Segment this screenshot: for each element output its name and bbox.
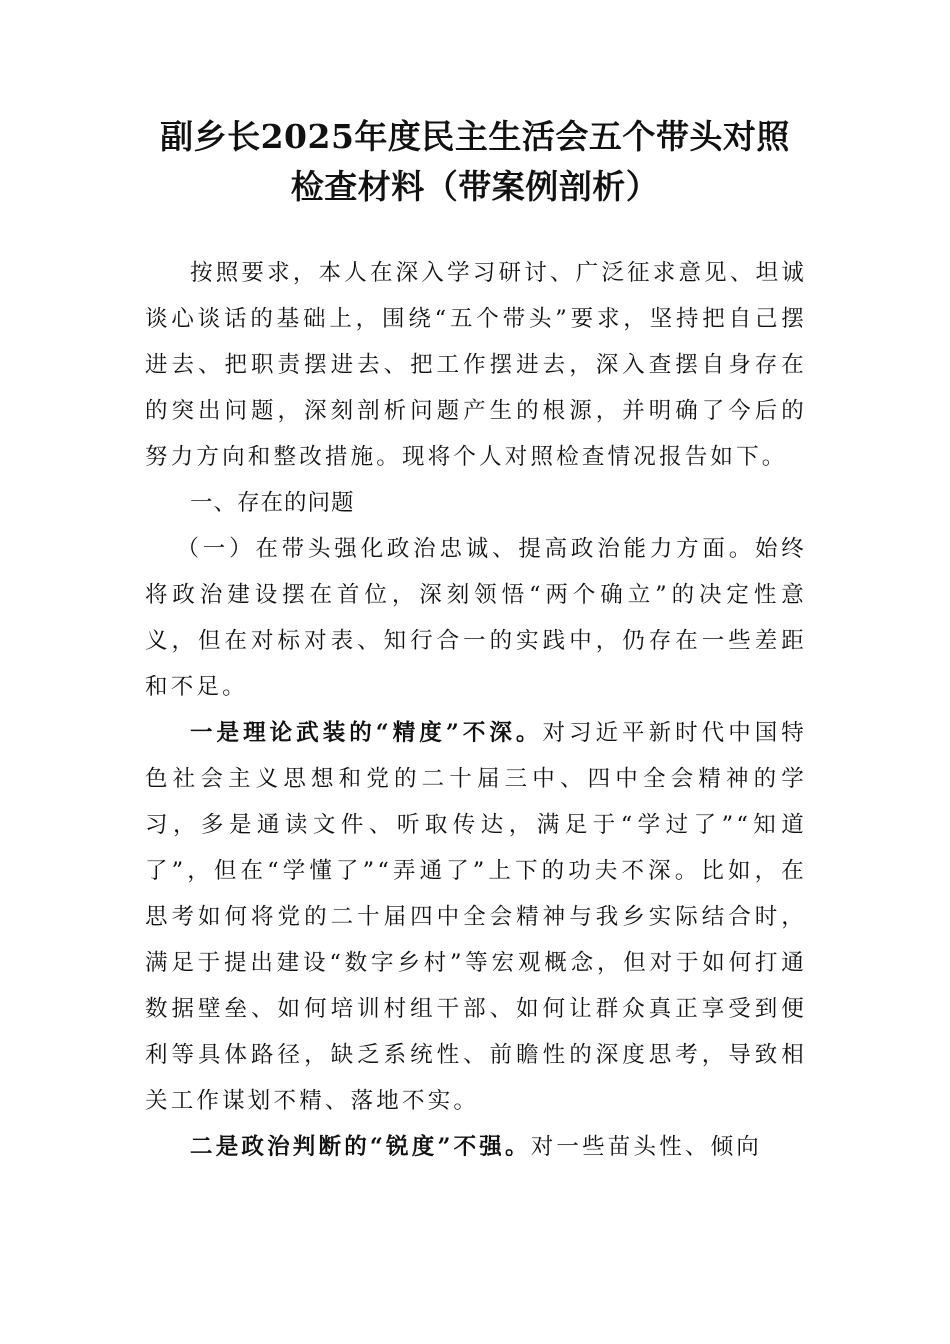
- point-1-paragraph: [145, 710, 807, 1124]
- subsection-1-body: 始终将政治建设摆在首位，深刻领悟“两个确立”的决定性意义，但在对标对表、知行合一的实践中，仍存在一些差距和不足。: [145, 536, 807, 700]
- point-2-lead: 二是政治判断的“锐度”不强。: [190, 1134, 531, 1160]
- subsection-1-lead: （一）在带头强化政治忠诚、提高政治能力方面。: [176, 536, 755, 562]
- intro-paragraph: 按照要求，本人在深入学习研讨、广泛征求意见、坦诚谈心谈话的基础上，围绕“五个带头”要求，坚持把自己摆进去、把职责摆进去、把工作摆进去，深入查摆自身存在的突出问题，深刻剖析问题产生的根源，并明确了今后的努力方向和整改措施。现将个人对照检查情况报告如下。: [145, 260, 807, 470]
- point-2-body: 对一些苗头性、倾向: [530, 1134, 762, 1160]
- document-title: [130, 112, 820, 212]
- title-line-2: 检查材料（带案例剖析）: [290, 167, 660, 206]
- point-2-paragraph: [145, 1124, 807, 1170]
- section-heading-problems: 一、存在的问题: [190, 490, 355, 516]
- point-1-body: 对习近平新时代中国特色社会主义思想和党的二十届三中、四中全会精神的学习，多是通读文件、听取传达，满足于“学过了”“知道了”，但在“学懂了”“弄通了”上下的功夫不深。比如，在思考如何将党的二十届四中全会精神与我乡实际结合时，满足于提出建设“数字乡村”等宏观概念，但对于如何打通数据壁垒、如何培训村组干部、如何让群众真正享受到便利等具体路径，缺乏系统性、前瞻性的深度思考，导致相关工作谋划不精、落地不实。: [145, 720, 807, 1114]
- subsection-1-paragraph: [145, 526, 807, 710]
- point-1-lead: 一是理论武装的“精度”不深。: [190, 720, 543, 746]
- title-line-1: 副乡长2025年度民主生活会五个带头对照: [160, 117, 790, 156]
- document-body: [145, 250, 807, 1170]
